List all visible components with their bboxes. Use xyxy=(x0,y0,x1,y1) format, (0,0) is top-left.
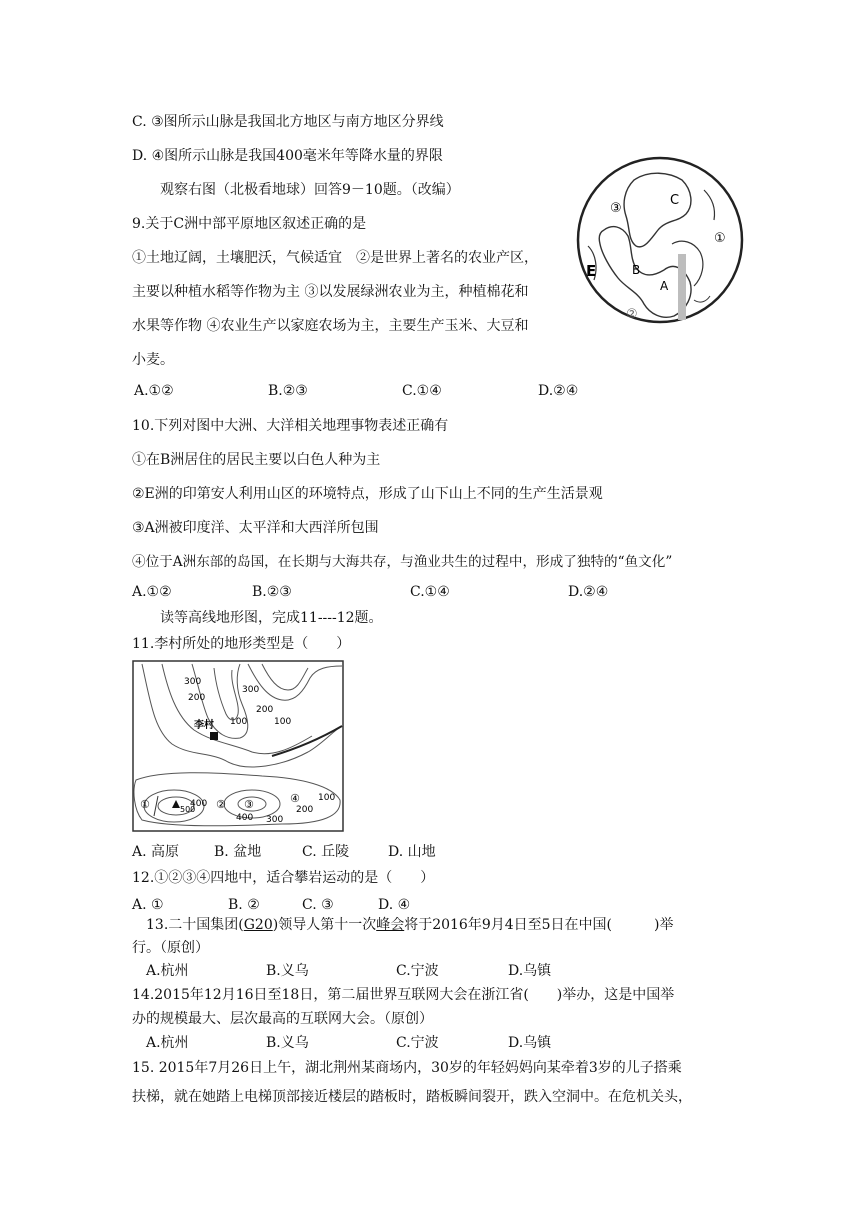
option-c[interactable]: C.宁波 xyxy=(396,1035,439,1051)
option-d[interactable]: D.②④ xyxy=(568,584,609,600)
north-pole-globe-map xyxy=(574,150,746,330)
contour-label: 200 xyxy=(188,693,206,703)
question-9-stmt-3: 水果等作物 ④农业生产以家庭农场为主，主要生产玉米、大豆和 xyxy=(132,318,529,334)
option-b[interactable]: B. ② xyxy=(228,897,260,913)
option-a[interactable]: A. ① xyxy=(132,897,164,913)
question-14-line-2: 办的规模最大、层次最高的互联网大会。（原创） xyxy=(132,1011,433,1027)
polar-label-a: A xyxy=(660,279,669,293)
option-a[interactable]: A.杭州 xyxy=(146,963,189,979)
question-10: 10.下列对图中大洲、大洋相关地理事物表述正确有 xyxy=(132,418,449,434)
question-9-stmt-1: ①土地辽阔，土壤肥沃，气候适宜 ②是世界上著名的农业产区， xyxy=(132,250,538,266)
option-b[interactable]: B.义乌 xyxy=(266,1035,309,1051)
question-15-line-2: 扶梯，就在她踏上电梯顶部接近楼层的踏板时，踏板瞬间裂开，跌入空洞中。在危机关头， xyxy=(132,1089,692,1105)
contour-label: 100 xyxy=(230,717,248,727)
question-11-options xyxy=(132,842,452,862)
q13-text-a: 13.二十国集团( xyxy=(146,917,244,933)
option-c-line: C. ③图所示山脉是我国北方地区与南方地区分界线 xyxy=(132,114,444,130)
option-b[interactable]: B. 盆地 xyxy=(214,844,262,860)
option-d[interactable]: D.乌镇 xyxy=(508,1035,552,1051)
question-10-stmt-2: ②E洲的印第安人利用山区的环境特点，形成了山下山上不同的生产生活景观 xyxy=(132,486,603,502)
question-12: 12.①②③④四地中，适合攀岩运动的是（ ） xyxy=(132,870,435,886)
question-10-options xyxy=(132,582,652,602)
q13-text-c: 将于2016年9月4日至5日在中国( )举 xyxy=(404,917,674,933)
marker-1: ① xyxy=(140,798,150,811)
polar-label-b: B xyxy=(632,263,641,277)
village-label: 李村 xyxy=(194,720,214,731)
question-9-stmt-4: 小麦。 xyxy=(132,352,174,368)
option-b[interactable]: B.义乌 xyxy=(266,963,309,979)
option-d-line: D. ④图所示山脉是我国400毫米年等降水量的界限 xyxy=(132,148,443,164)
option-d[interactable]: D. 山地 xyxy=(388,844,436,860)
option-d[interactable]: D.②④ xyxy=(538,383,579,399)
contour-label: 300 xyxy=(266,815,284,825)
question-13-options xyxy=(146,961,566,981)
question-9-stmt-2: 主要以种植水稻等作物为主 ③以发展绿洲农业为主，种植棉花和 xyxy=(132,284,529,300)
contour-label: 200 xyxy=(256,705,274,715)
marker-4: ④ xyxy=(290,792,300,805)
question-10-stmt-4: ④位于A洲东部的岛国，在长期与大海共存，与渔业共生的过程中，形成了独特的“鱼文化” xyxy=(132,554,673,570)
contour-label: 400 xyxy=(236,813,254,823)
option-c[interactable]: C.宁波 xyxy=(396,963,439,979)
option-b[interactable]: B.②③ xyxy=(268,383,308,399)
polar-label-e: E xyxy=(586,262,597,280)
option-a[interactable]: A.①② xyxy=(132,584,172,600)
question-13 xyxy=(146,915,673,935)
option-c[interactable]: C. 丘陵 xyxy=(302,844,350,860)
option-a[interactable]: A. 高原 xyxy=(132,844,180,860)
intro-11-12: 读等高线地形图，完成11----12题。 xyxy=(160,610,383,626)
q13-g20: G20 xyxy=(243,917,273,933)
polar-label-1: ① xyxy=(714,231,726,246)
intro-9-10: 观察右图（北极看地球）回答9－10题。（改编） xyxy=(160,182,460,198)
polar-label-c: C xyxy=(670,193,680,208)
option-c[interactable]: C. ③ xyxy=(302,897,334,913)
question-11: 11.李村所处的地形类型是（ ） xyxy=(132,636,351,652)
marker-2: ② xyxy=(216,798,226,811)
contour-label: 500 xyxy=(180,805,196,814)
question-14-options xyxy=(146,1033,566,1053)
question-10-stmt-1: ①在B洲居住的居民主要以白色人种为主 xyxy=(132,452,381,468)
option-a[interactable]: A.杭州 xyxy=(146,1035,189,1051)
question-9: 9.关于C洲中部平原地区叙述正确的是 xyxy=(132,216,367,232)
question-10-stmt-3: ③A洲被印度洋、太平洋和大西洋所包围 xyxy=(132,520,379,536)
option-a[interactable]: A.①② xyxy=(134,383,174,399)
question-14: 14.2015年12月16日至18日，第二届世界互联网大会在浙江省( )举办，这是中国举 xyxy=(132,987,675,1003)
polar-label-2: ② xyxy=(626,307,638,322)
polar-label-3: ③ xyxy=(610,201,622,216)
option-c[interactable]: C.①④ xyxy=(402,383,442,399)
option-d[interactable]: D. ④ xyxy=(378,897,411,913)
marker-3: ③ xyxy=(244,798,254,811)
contour-label: 400 xyxy=(190,799,208,809)
contour-label: 100 xyxy=(274,717,292,727)
option-d[interactable]: D.乌镇 xyxy=(508,963,552,979)
contour-label: 100 xyxy=(318,793,336,803)
contour-label: 200 xyxy=(296,805,314,815)
option-c[interactable]: C.①④ xyxy=(410,584,450,600)
question-15: 15. 2015年7月26日上午，湖北荆州某商场内，30岁的年轻妈妈向某牵着3岁的儿子搭乘 xyxy=(132,1060,682,1076)
question-13-line-2: 行。（原创） xyxy=(132,940,209,956)
option-b[interactable]: B.②③ xyxy=(252,584,292,600)
q13-text-b: )领导人第十一次 xyxy=(272,917,377,933)
question-12-options xyxy=(132,895,452,915)
q13-summit: 峰会 xyxy=(376,917,405,933)
contour-label: 300 xyxy=(184,677,202,687)
contour-map xyxy=(132,660,344,832)
question-9-options xyxy=(134,381,634,401)
contour-label: 300 xyxy=(242,685,260,695)
